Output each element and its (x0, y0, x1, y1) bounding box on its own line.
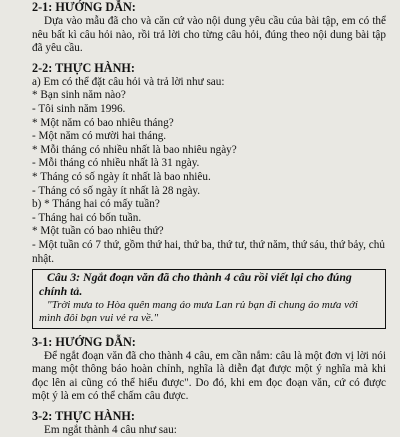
answer-line: - Mỗi tháng có nhiều nhất là 31 ngày. (32, 157, 200, 170)
answer-line: b) * Tháng hai có mấy tuần? (32, 198, 160, 211)
answer-line: - Tôi sinh năm 1996. (32, 102, 126, 115)
answer-line: * Mỗi tháng có nhiều nhất là bao nhiêu ngày? (32, 143, 237, 156)
exercise-quote: "Trời mưa to Hòa quên mang áo mưa Lan rủ bạn đi chung áo mưa với mình đôi bạn vui vẻ ra về." (39, 298, 358, 325)
answer-line: - Một tuần có 7 thứ, gồm thứ hai, thứ ba, thứ tư, thứ năm, thứ sáu, thứ bảy, chủ nhật. (32, 238, 385, 265)
answer-line: - Tháng có số ngày ít nhất là 28 ngày. (32, 184, 201, 197)
heading-3-1: 3-1: HƯỚNG DẪN: (32, 334, 136, 349)
answer-line: * Một tuần có bao nhiêu thứ? (32, 225, 164, 238)
exercise-box (32, 269, 386, 328)
paragraph-2-1: Dựa vào mẫu đã cho và căn cứ vào nội dung yêu cầu của bài tập, em có thể nêu bất kì câu hỏi nào, rồi trả lời cho từng câu hỏi, đúng theo nội dung bài tập đã yêu cầu. (32, 15, 386, 55)
answer-line: * Một năm có bao nhiêu tháng? (32, 116, 174, 129)
heading-3-2: 3-2: THỰC HÀNH: (32, 408, 135, 423)
paragraph-3-2: Em ngắt thành 4 câu như sau: (44, 423, 177, 436)
heading-2-1: 2-1: HƯỚNG DẪN: (32, 0, 136, 14)
answer-line: * Bạn sinh năm nào? (32, 89, 126, 102)
answer-line: - Một năm có mười hai tháng. (32, 130, 167, 143)
exercise-title: Câu 3: Ngắt đoạn văn đã cho thành 4 câu rồi viết lại cho đúng chính tả. (39, 270, 352, 298)
answer-line: a) Em có thể đặt câu hỏi và trả lời như sau: (32, 75, 225, 88)
answer-line: - Tháng hai có bốn tuần. (32, 211, 142, 224)
paragraph-3-1: Để ngắt đoạn văn đã cho thành 4 câu, em cần nắm: câu là một đơn vị lời nói mang một thông báo hoàn chỉnh, nghĩa là diễn đạt được một ý nghĩa mà khi đọc lên ai cũng có thể hiểu được". Do đó, khi em đọc đoạn văn, cứ có được một ý là em có thể chấm câu được. (32, 349, 386, 403)
heading-2-2: 2-2: THỰC HÀNH: (32, 60, 135, 75)
answer-line: * Tháng có số ngày ít nhất là bao nhiêu. (32, 170, 211, 183)
